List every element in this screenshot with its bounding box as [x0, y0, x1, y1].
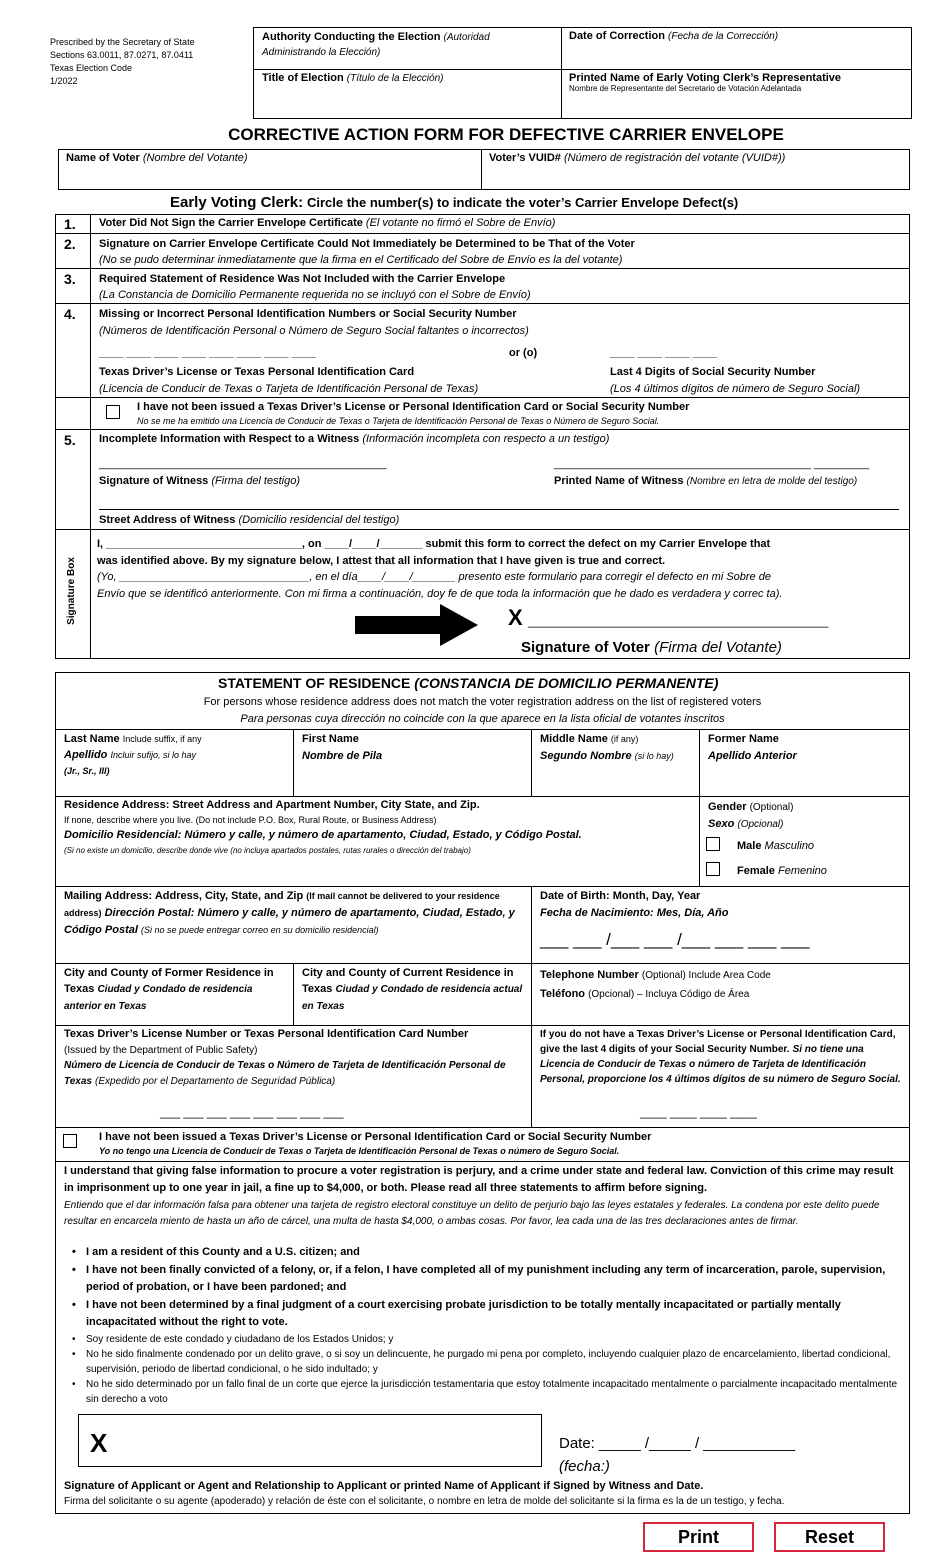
- ssn-label: Last 4 Digits of Social Security Number: [610, 366, 816, 378]
- title-election-label: Title of Election: [262, 72, 344, 84]
- label-es: Apellido: [64, 749, 108, 761]
- residence-title: [218, 675, 718, 691]
- witness-name-line[interactable]: __________________________________________ _________: [554, 458, 870, 470]
- dl-number-blanks[interactable]: ____ ____ ____ ____ ____ ____ ____ ____: [99, 347, 317, 359]
- label-small-es: (Opcional): [737, 819, 784, 830]
- divider: [55, 1161, 910, 1162]
- divider: [253, 69, 912, 70]
- label-es: Número de Licencia de Conducir de Texas o Número de Tarjeta de Identificación Personal de Texas: [64, 1060, 506, 1087]
- residence-subtitle-es: Para personas cuya dirección no coincide con la que aparece en la lista oficial de votantes inscritos: [240, 713, 725, 725]
- mailing-address-field[interactable]: [64, 888, 526, 939]
- voter-signature-line[interactable]: _____________________________________________: [528, 614, 829, 628]
- divider: [55, 963, 910, 964]
- statement-item: • I have not been finally convicted of a felony, or, if a felon, I have completed all of my punishment including any term of incarceration, parole, supervision, period of probation, or I have been pardoned; and: [64, 1262, 904, 1297]
- label-es: Dirección Postal: Número y calle, y número de apartamento, Ciudad, Estado, y Código Postal: [64, 907, 515, 936]
- label: First Name: [302, 733, 359, 745]
- label: Middle Name: [540, 733, 608, 745]
- defect-label-es: (Números de Identificación Personal o Número de Seguro Social faltantes o incorrectos): [99, 325, 529, 337]
- dob-field[interactable]: [540, 888, 728, 922]
- label: Street Address of Witness: [99, 514, 236, 526]
- statement-item-es: • No he sido finalmente condenado por un delito grave, o si soy un delincuente, he purgado mi pena por completo, incluyendo cualquier plazo de encarcelamiento, libertad condicional, supervisión, periodo de libertad condicional, o he sido indultado; y: [64, 1347, 904, 1377]
- former-name-field[interactable]: [708, 731, 906, 765]
- authority-label: Authority Conducting the Election: [262, 31, 441, 43]
- label-small: (Optional) Include Area Code: [641, 970, 771, 981]
- no-id-label: I have not been issued a Texas Driver’s License or Personal Identification Card or Social Security Number: [137, 401, 690, 413]
- suffix-examples: (Jr., Sr., III): [64, 766, 110, 776]
- dl-label: Texas Driver’s License or Texas Personal Identification Card: [99, 366, 415, 378]
- label-es: Yo no tengo una Licencia de Conducir de Texas o Tarjeta de Identificación Personal de Texas o número de Seguro Social.: [99, 1146, 620, 1156]
- label-issued: (Issued by the Department of Public Safety): [64, 1044, 258, 1056]
- clerk-heading-text: Circle the number(s) to indicate the voter’s Carrier Envelope Defect(s): [306, 195, 739, 210]
- statement-item: • I am a resident of this County and a U.S. citizen; and: [64, 1244, 904, 1262]
- label-small-es: (Expedido por el Departamento de Seguridad Pública): [95, 1075, 336, 1087]
- female-label: [737, 865, 827, 877]
- gender-label: [708, 799, 793, 833]
- voter-name-label: Name of Voter: [66, 152, 140, 164]
- prescribed-line: Sections 63.0011, 87.0271, 87.0411: [50, 50, 194, 60]
- title-es: (CONSTANCIA DE DOMICILIO PERMANENTE): [414, 675, 719, 691]
- ssn-label-block: [610, 364, 860, 398]
- defect-1-text: [99, 217, 555, 229]
- label: Signature of Voter: [521, 639, 650, 656]
- defect-label-es: (No se pudo determinar inmediatamente que la firma en el Certificado del Sobre de Envío es la del votante): [99, 254, 623, 266]
- defect-number[interactable]: 3.: [64, 271, 76, 287]
- divider: [55, 729, 910, 730]
- label-es: Nombre de Pila: [302, 750, 383, 762]
- label-es: Si no tiene una Licencia de Conducir de Texas o número de Tarjeta de Identificación Personal, proporcione los 4 últimos dígitos de su número de Seguro Social.: [540, 1044, 901, 1085]
- perjury-notice: [64, 1163, 904, 1230]
- label: Printed Name of Witness: [554, 475, 684, 487]
- defect-5-text: [99, 433, 609, 445]
- label-small-es: Incluir sufijo, si lo hay: [110, 750, 196, 760]
- statements-list: [64, 1244, 904, 1332]
- label-es: Segundo Nombre: [540, 750, 632, 762]
- clerk-heading-bold: Early Voting Clerk:: [170, 194, 304, 211]
- title-election-label-es: (Título de la Elección): [346, 73, 444, 84]
- clerk-heading: [170, 194, 738, 211]
- label: Female: [737, 865, 775, 877]
- middle-name-field[interactable]: [540, 731, 698, 765]
- divider: [55, 529, 910, 530]
- statement-item-es: • Soy residente de este condado y ciudadano de los Estados Unidos; y: [64, 1332, 904, 1347]
- label-es: Teléfono: [540, 988, 586, 1000]
- prescribed-block: [50, 36, 195, 88]
- phone-field[interactable]: [540, 966, 771, 1004]
- defect-label-es: (Información incompleta con respecto a un testigo): [362, 433, 610, 445]
- label-es: Masculino: [764, 840, 815, 852]
- divider: [55, 796, 910, 797]
- residence-subtitle: For persons whose residence address does not match the voter registration address on the list of registered voters: [203, 696, 762, 708]
- signature-box-label: Signature Box: [66, 557, 77, 625]
- defect-number[interactable]: 5.: [64, 432, 76, 448]
- voter-signature-label: [521, 639, 782, 656]
- defect-label: Missing or Incorrect Personal Identification Numbers or Social Security Number: [99, 308, 517, 320]
- label-small: (if any): [610, 734, 639, 744]
- attest-line-es: Envío que se identificó anteriormente. Con mi firma a continuación, doy fe de que toda la información que he dado es verdadera y correc ta).: [97, 587, 783, 600]
- dob-blanks[interactable]: ___ ___ /___ ___ /___ ___ ___ ___: [540, 930, 810, 949]
- perjury-text: I understand that giving false information to procure a voter registration is perjury, and a crime under state and federal law. Conviction of this crime may result in imprisonment up to one year in jail, a fine up to $4,000, or both. Please read all three statements to affirm before signing.: [64, 1165, 894, 1194]
- label-small-es: (Si no se puede entregar correo en su domicilio residencial): [141, 925, 379, 935]
- label-es: (Firma del testigo): [211, 475, 301, 487]
- applicant-signature-label-es: Firma del solicitante o su agente (apoderado) y relación de éste con el solicitante, o nombre en letra de molde del solicitante si la firma es la de un testigo, y fecha.: [64, 1496, 785, 1507]
- label: Texas Driver’s License Number or Texas Personal Identification Card Number: [64, 1028, 469, 1040]
- label: Telephone Number: [540, 969, 639, 981]
- label-es: Femenino: [777, 865, 827, 877]
- vuid-label: Voter’s VUID#: [489, 152, 561, 164]
- dl-label-es: (Licencia de Conducir de Texas o Tarjeta de Identificación Personal de Texas): [99, 383, 479, 395]
- defect-number[interactable]: 4.: [64, 306, 76, 322]
- prescribed-line: Texas Election Code: [50, 63, 133, 73]
- label-small-es: (Opcional) – Incluya Código de Área: [588, 989, 750, 1000]
- no-id-label-es: No se me ha emitido una Licencia de Conducir de Texas o Tarjeta de Identificación Personal de Texas o Número de Seguro Social.: [137, 416, 660, 426]
- printed-name-label-es: Nombre de Representante del Secretario de Votación Adelantada: [569, 84, 802, 93]
- or-label: or (o): [509, 347, 538, 359]
- defect-label-es: (El votante no firmó el Sobre de Envío): [365, 217, 556, 229]
- label-es: Domicilio Residencial: Número y calle, y número de apartamento, Ciudad, Estado, y Código Postal.: [64, 829, 582, 841]
- label: If you do not have a Texas Driver’s License or Personal Identification Card, give the last 4 digits of your Social Security Number.: [540, 1029, 896, 1055]
- voter-name-label-es: (Nombre del Votante): [142, 152, 248, 164]
- divider: [531, 963, 532, 1025]
- label-es: Ciudad y Condado de residencia anterior en Texas: [64, 984, 253, 1012]
- applicant-signature-x: X: [90, 1428, 108, 1458]
- label-small-es: (Si no existe un domicilio, describe donde vive (no incluya apartados postales, rutas rurales o dirección del trabajo): [64, 846, 471, 855]
- vuid-label-es: (Número de registración del votante (VUID#)): [564, 152, 786, 164]
- ssn-field[interactable]: [540, 1027, 905, 1087]
- ssn-label-es: (Los 4 últimos dígitos de número de Seguro Social): [610, 383, 861, 395]
- divider: [293, 729, 294, 796]
- label-small: Include suffix, if any: [122, 734, 202, 744]
- male-label: [737, 840, 814, 852]
- attest-line-es: (Yo, _______________________________, en el día____/____/_______ presento este formulario para corregir el defecto en mi Sobre de: [97, 571, 771, 583]
- no-id-text: [137, 400, 689, 428]
- label-es: Fecha de Nacimiento: Mes, Día, Año: [540, 907, 729, 919]
- divider: [90, 214, 91, 659]
- statement-item: • I have not been determined by a final judgment of a court exercising probate jurisdiction to be totally mentally incapacitated or partially mentally incapacitated without the right to vote.: [64, 1297, 904, 1332]
- divider: [55, 233, 910, 234]
- vuid-field[interactable]: [489, 152, 904, 164]
- divider: [293, 963, 294, 1025]
- divider: [55, 886, 910, 887]
- divider: [531, 886, 532, 963]
- title: STATEMENT OF RESIDENCE: [218, 675, 411, 691]
- divider: [699, 729, 700, 796]
- prescribed-line: Prescribed by the Secretary of State: [50, 37, 195, 47]
- label-es: (Domicilio residencial del testigo): [238, 514, 400, 526]
- ssn-blanks[interactable]: ____ ____ ____ ____: [610, 347, 718, 359]
- no-id-residence-text: [99, 1130, 651, 1158]
- label-es: Apellido Anterior: [708, 750, 797, 762]
- label-es: Ciudad y Condado de residencia actual en Texas: [302, 984, 523, 1012]
- tdl-field[interactable]: [64, 1027, 526, 1089]
- voter-signature-x: X: [508, 605, 523, 630]
- divider: [55, 1127, 910, 1128]
- form-title: CORRECTIVE ACTION FORM FOR DEFECTIVE CARRIER ENVELOPE: [228, 125, 784, 144]
- divider: [55, 1025, 910, 1026]
- attest-line: I, ________________________________, on ____/____/_______ submit this form to correct the defect on my Carrier Envelope that: [97, 538, 771, 550]
- witness-address-label: [99, 514, 399, 526]
- witness-signature-label: [99, 475, 300, 487]
- divider: [531, 1025, 532, 1127]
- defect-4-text: [99, 306, 529, 340]
- defect-number[interactable]: 2.: [64, 236, 76, 252]
- label: Last Name: [64, 733, 120, 745]
- divider: [561, 27, 562, 119]
- authority-field[interactable]: [262, 30, 552, 60]
- applicant-date-field[interactable]: Date: _____ /_____ / ___________: [559, 1435, 796, 1452]
- label-small: (If mail cannot be delivered to your residence address): [64, 891, 500, 918]
- tdl-blanks[interactable]: ___ ___ ___ ___ ___ ___ ___ ___: [160, 1105, 344, 1119]
- last-name-field[interactable]: [64, 731, 289, 779]
- defect-label: Required Statement of Residence Was Not Included with the Carrier Envelope: [99, 273, 506, 285]
- witness-name-label: [554, 475, 857, 487]
- divider: [699, 796, 700, 886]
- label-es: (Firma del Votante): [654, 639, 782, 656]
- authority-label-es: (Autoridad Administrando la Elección): [262, 32, 490, 58]
- label: Mailing Address: Address, City, State, and Zip: [64, 890, 304, 902]
- divider: [55, 268, 910, 269]
- defect-3-text: [99, 271, 531, 303]
- defect-label-es: (La Constancia de Domicilio Permanente requerida no se incluyó con el Sobre de Envío): [99, 289, 531, 301]
- label: I have not been issued a Texas Driver’s License or Personal Identification Card or Social Security Number: [99, 1131, 652, 1143]
- defect-number[interactable]: 1.: [64, 216, 76, 232]
- divider: [481, 149, 482, 190]
- residence-address-field[interactable]: [64, 798, 694, 858]
- label: Former Name: [708, 733, 779, 745]
- divider: [55, 303, 910, 304]
- defect-label: Signature on Carrier Envelope Certificate Could Not Immediately be Determined to be That of the Voter: [99, 238, 635, 250]
- printed-name-label: Printed Name of Early Voting Clerk’s Representative: [569, 72, 842, 84]
- divider: [55, 429, 910, 430]
- label: Male: [737, 840, 762, 852]
- witness-signature-line[interactable]: _______________________________________________: [99, 458, 387, 470]
- divider: [531, 729, 532, 796]
- label-es: (Nombre en letra de molde del testigo): [686, 476, 858, 487]
- date-correction-label-es: (Fecha de la Corrección): [668, 31, 779, 42]
- label: Residence Address: Street Address and Apartment Number, City State, and Zip.: [64, 799, 480, 811]
- current-city-field[interactable]: [302, 965, 527, 1015]
- printed-name-field[interactable]: [569, 72, 909, 93]
- label: Date of Birth: Month, Day, Year: [540, 890, 701, 902]
- female-checkbox[interactable]: [706, 862, 720, 876]
- statements-list-es: [64, 1332, 904, 1407]
- prescribed-line: 1/2022: [50, 76, 78, 86]
- no-id-checkbox-residence[interactable]: [63, 1134, 77, 1148]
- applicant-signature-label: Signature of Applicant or Agent and Relationship to Applicant or printed Name of Applicant if Signed by Witness and Date.: [64, 1480, 704, 1492]
- reset-button[interactable]: Reset: [774, 1522, 885, 1552]
- label-small: If none, describe where you live. (Do not include P.O. Box, Rural Route, or Business Address): [64, 815, 437, 825]
- statement-item-es: • No he sido determinado por un fallo final de un corte que ejerce la jurisdicción testamentaria que estoy totalmente incapacitado mentalmente o parcialmente incapacitado mentalmente sin derecho a voto: [64, 1377, 904, 1407]
- witness-address-line[interactable]: [99, 509, 899, 510]
- title-election-field[interactable]: [262, 72, 552, 84]
- applicant-signature-box[interactable]: [78, 1414, 542, 1467]
- label-small-es: (si lo hay): [634, 751, 674, 761]
- former-city-field[interactable]: [64, 965, 289, 1015]
- signature-attestation: [97, 536, 907, 602]
- male-checkbox[interactable]: [706, 837, 720, 851]
- no-id-checkbox[interactable]: [106, 405, 120, 419]
- defect-label: Voter Did Not Sign the Carrier Envelope Certificate: [99, 217, 363, 229]
- label: City and County of Current Residence in Texas: [302, 967, 514, 995]
- voter-name-field[interactable]: [66, 152, 476, 164]
- date-correction-field[interactable]: [569, 30, 904, 42]
- dl-label-block: [99, 364, 478, 398]
- arrow-right-icon: [355, 604, 480, 646]
- defect-label: Incomplete Information with Respect to a Witness: [99, 433, 360, 445]
- ssn-blanks[interactable]: ____ ____ ____ ____: [640, 1105, 757, 1119]
- perjury-text-es: Entiendo que el dar información falsa para obtener una tarjeta de registro electoral constituye un delito de perjurio bajo las leyes estatales y federales. La condena por este delito puede resultar en encarcela miento de hasta un año de cárcel, una multa de hasta $4,000, o ambas cosas. Por favor, lea cada una de las tres declaraciones antes de firmar.: [64, 1200, 880, 1227]
- applicant-date-es: (fecha:): [559, 1458, 610, 1475]
- label-small: (Optional): [749, 802, 794, 813]
- label: Signature of Witness: [99, 475, 209, 487]
- label: Gender: [708, 801, 747, 813]
- label-es: Sexo: [708, 818, 735, 830]
- first-name-field[interactable]: [302, 731, 527, 765]
- print-button[interactable]: Print: [643, 1522, 754, 1552]
- defect-2-text: [99, 236, 635, 268]
- date-correction-label: Date of Correction: [569, 30, 665, 42]
- attest-line: was identified above. By my signature below, I attest that all information that I have given is true and correct.: [97, 554, 666, 567]
- label: City and County of Former Residence in Texas: [64, 967, 274, 995]
